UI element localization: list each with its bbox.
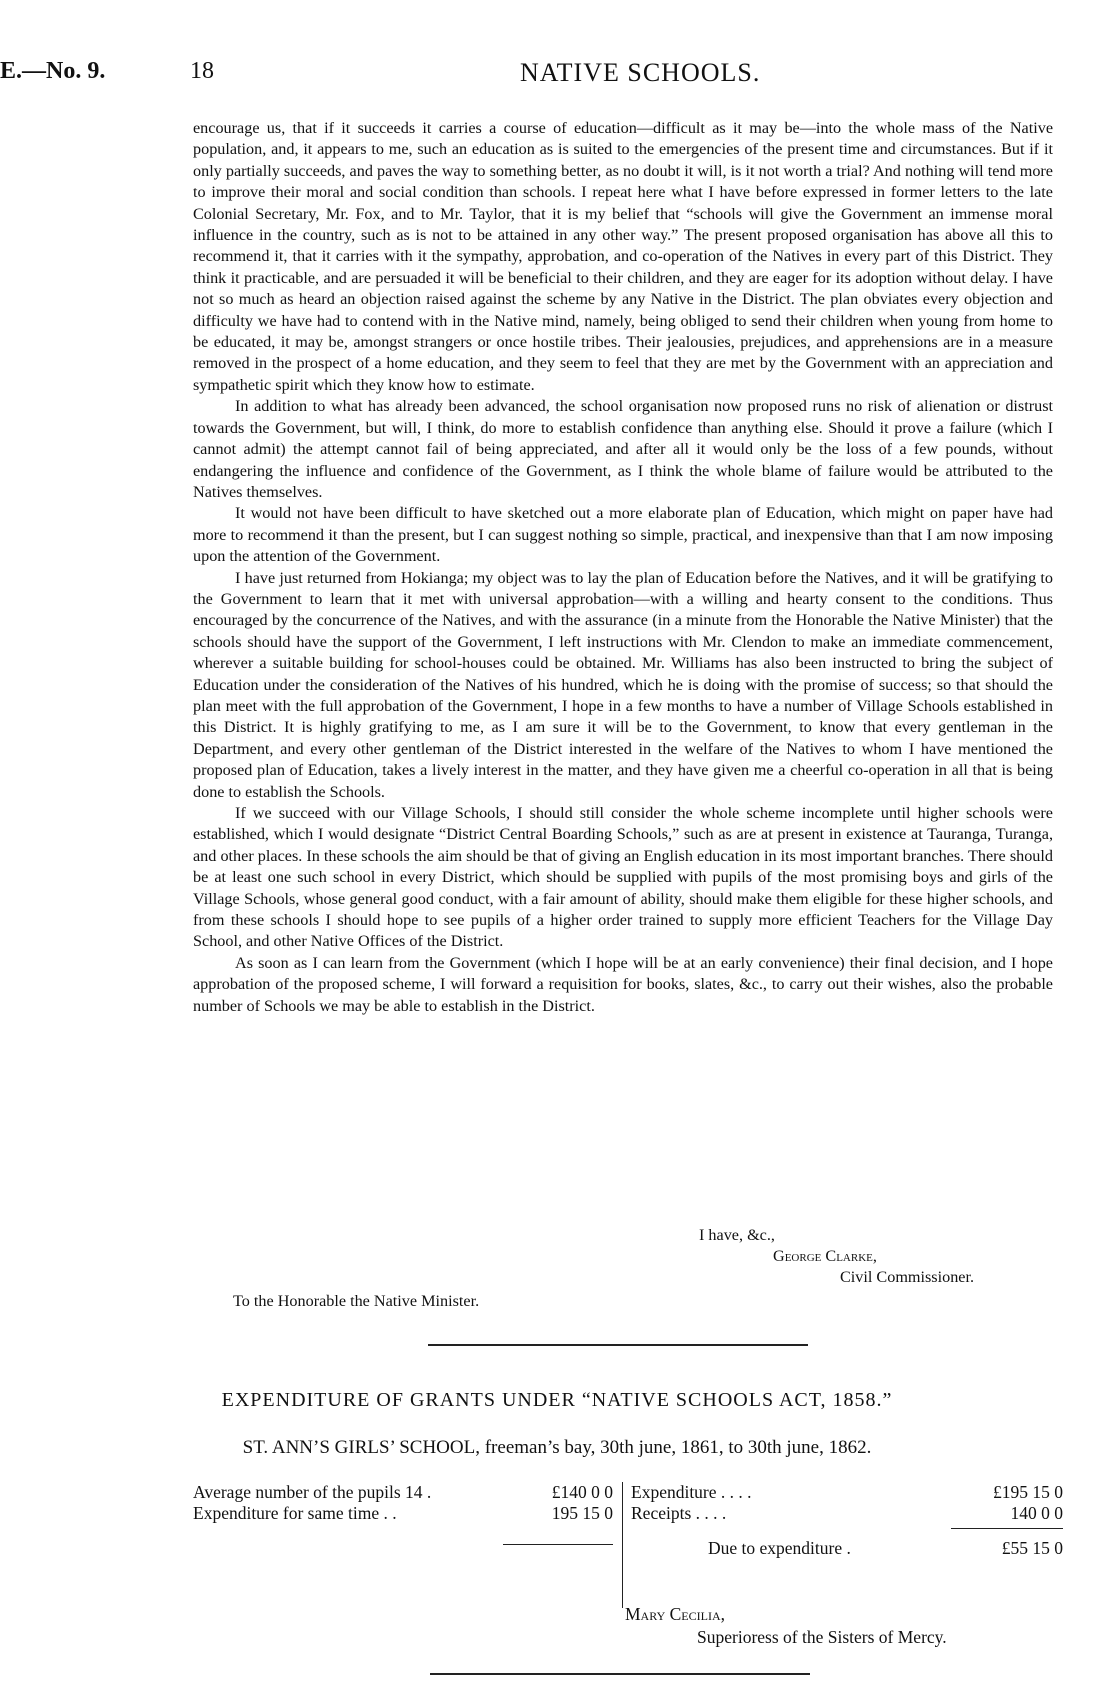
paragraph: I have just returned from Hokianga; my object was to lay the plan of Education before the Natives, and it will be gratifying to the Government to learn that it met with universal approbation—with a willing and hearty consent to the conditions. Thus encouraged by the concurrence of the Natives, and with the assurance (in a minute from the Honorable the Native Minister) that the schools should have the support of the Government, I left instructions with Mr. Clendon to make an immediate commencement, wherever a suitable building for school-houses could be obtained. Mr. Williams has also been instructed to bring the subject of Education under the consideration of the Natives of his hundred, which he is doing with the promise of success; so that should the plan meet with the full approbation of the Government, I hope in a few months to have a number of Village Schools established in this District. It is highly gratifying to me, as I am sure it will be to the Government, to know that every gentleman in the Department, and every other gentleman of the District interested in the welfare of the Natives to whom I have mentioned the proposed plan of Education, takes a lively interest in the matter, and they have given me a cheerful co-operation in all that is being done to establish the Schools. bbox=[193, 568, 1053, 801]
paragraph: In addition to what has already been advanced, the school organisation now proposed runs no risk of alienation or distrust towards the Government, but will, I think, do more to establish confidence than anything else. Should it prove a failure (which I cannot admit) the attempt cannot fail of being appreciated, and after all it would only be the loss of a few pounds, without endangering the influence and confidence of the Government, as I think the whole blame of failure would be attributed to the Natives themselves. bbox=[193, 397, 1053, 501]
section-title: EXPENDITURE OF GRANTS UNDER “NATIVE SCHOOLS ACT, 1858.” bbox=[221, 1389, 893, 1411]
account-signatory-name: Mary Cecilia, bbox=[625, 1604, 725, 1624]
total-rule bbox=[951, 1528, 1063, 1529]
running-title: NATIVE SCHOOLS. bbox=[520, 58, 761, 87]
signatory-name: George Clarke, bbox=[773, 1247, 877, 1265]
letter-body bbox=[193, 118, 1053, 1017]
paragraph: It would not have been difficult to have sketched out a more elaborate plan of Education, which might on paper have had more to recommend it than the present, but I can suggest nothing so simple, practical, and inexpensive than that I am now imposing upon the attention of the Government. bbox=[193, 504, 1053, 566]
signatory-title: Civil Commissioner. bbox=[840, 1268, 975, 1286]
paragraph: If we succeed with our Village Schools, I should still consider the whole scheme incomplete until higher schools were established, which I would designate “District Central Boarding Schools,” such as are at present in existence at Tauranga, Turanga, and other places. In these schools the aim should be that of giving an English education in its most important branches. There should be at least one such school in every District, which should be supplied with pupils of the most promising boys and girls of the Village Schools, whose general good conduct, with a fair amount of ability, should make them eligible for these higher schools, and from these schools I should hope to see pupils of a higher order trained to supply more efficient Teachers for the Village Day School, and other Native Offices of the District. bbox=[193, 804, 1053, 951]
account-row: Receipts . . . . 140 0 0 bbox=[631, 1503, 1063, 1523]
divider-rule bbox=[428, 1344, 808, 1346]
page-number: 18 bbox=[190, 58, 214, 84]
account-signatory-title: Superioress of the Sisters of Mercy. bbox=[697, 1627, 947, 1647]
addressee: To the Honorable the Native Minister. bbox=[233, 1292, 480, 1310]
account-total-row: Due to expenditure . £55 15 0 bbox=[708, 1538, 1063, 1558]
divider-rule bbox=[430, 1673, 810, 1675]
account-row: Expenditure for same time . . 195 15 0 bbox=[193, 1503, 613, 1523]
document-reference: E.—No. 9. bbox=[0, 58, 106, 84]
column-divider bbox=[622, 1482, 623, 1608]
page-header bbox=[0, 58, 1114, 94]
paragraph: encourage us, that if it succeeds it carries a course of education—difficult as it may be—into the whole mass of the Native population, and, it appears to me, such an education as is suited to the emergencies of the present time and circumstances. But if it only partially succeeds, and paves the way to something better, as no doubt it will, is it not worth a trial? And nothing will tend more to improve their moral and social condition than schools. I repeat here what I have before expressed in former letters to the late Colonial Secretary, Mr. Fox, and to Mr. Taylor, that it is my belief that “schools will give the Government an immense moral influence in the country, such as is not to be attained in any other way.” The present proposed organisation has above all this to recommend it, that it carries with it the sympathy, approbation, and co-operation of the Natives in every part of this District. They think it practicable, and are persuaded it will be beneficial to their children, and they are eager for its adoption without delay. I have not so much as heard an objection raised against the scheme by any Native in the District. The plan obviates every objection and difficulty we have had to contend with in the Native mind, namely, being obliged to send their children when young from home to be educated, it may be, amongst strangers or once hostile tribes. Their jealousies, prejudices, and apprehensions are in a measure removed in the prospect of a home education, and they seem to feel that they are met by the Government with an appreciation and sympathetic spirit which they know how to estimate. bbox=[193, 119, 1053, 394]
account-row: Average number of the pupils 14 . £140 0 0 bbox=[193, 1482, 613, 1502]
account-right-column bbox=[631, 1482, 1063, 1559]
school-heading: ST. ANN’S GIRLS’ SCHOOL, freeman’s bay, 30th june, 1861, to 30th june, 1862. bbox=[242, 1437, 872, 1458]
total-rule bbox=[503, 1544, 613, 1545]
account-left-column bbox=[193, 1482, 613, 1524]
account-row: Expenditure . . . . £195 15 0 bbox=[631, 1482, 1063, 1502]
closing: I have, &c., bbox=[699, 1226, 775, 1244]
paragraph: As soon as I can learn from the Government (which I hope will be at an early convenience) their final decision, and I hope approbation of the proposed scheme, I will forward a requisition for books, slates, &c., to carry out their wishes, also the probable number of Schools we may be able to establish in the District. bbox=[193, 953, 1053, 1015]
